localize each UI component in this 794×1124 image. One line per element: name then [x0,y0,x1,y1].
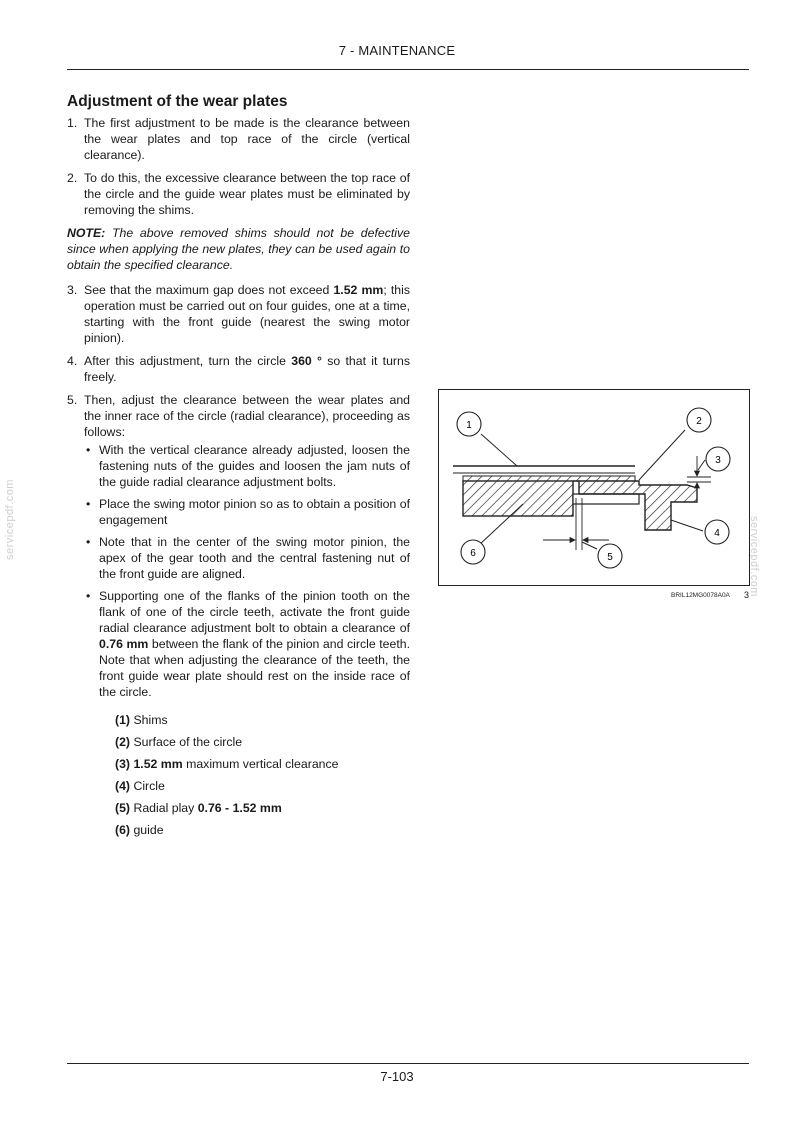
bullet-value: 0.76 mm [99,637,149,651]
callout-leader [639,430,685,480]
bullet-text: With the vertical clearance already adjusted, loosen the fastening nuts of the guides and loosen the jam nuts of the guide radial clearance adjustment bolts. [99,443,410,489]
bullet-item [84,588,410,700]
step-text-part: After this adjustment, turn the circle [84,354,292,368]
callout-6 [461,540,485,564]
callout-leader [671,520,703,531]
legend-number: (4) [115,779,131,793]
step-text: Then, adjust the clearance between the wear plates and the inner race of the circle (radial clearance), proceeding as follows: [84,393,410,439]
legend-text: Shims [130,713,168,727]
step-4 [67,353,410,385]
step-text-part: See that the maximum gap does not exceed [84,283,334,297]
callout-leader [481,434,517,466]
note-text: The above removed shims should not be defective since when applying the new plates, they can be used again to obtain the specified clearance. [67,226,410,272]
svg-text:1: 1 [466,420,472,431]
step-text [84,353,410,385]
svg-text:3: 3 [715,455,721,466]
legend-number: (5) [115,801,131,815]
step-text: To do this, the excessive clearance between the top race of the circle and the guide wear plates must be eliminated by removing the shims. [84,171,410,217]
callout-leader [582,542,597,549]
wear-plate-lip [573,494,639,504]
legend-text: Radial play [130,801,198,815]
step-2 [67,170,410,218]
bullet-text: Place the swing motor pinion so as to obtain a position of engagement [99,497,410,527]
bullet-item [84,534,410,582]
watermark-left: servicepdf.com [4,479,16,560]
bullet-dot: • [86,497,91,511]
svg-text:5: 5 [607,552,613,563]
step-1 [67,115,410,163]
figure-reference-code: BRIL12MG0078A0A [671,592,730,599]
callout-2 [687,408,711,432]
bullet-item [84,442,410,490]
svg-text:4: 4 [714,528,720,539]
note-paragraph [67,225,410,273]
technical-figure [438,389,750,586]
legend-item-radial-play [115,800,410,816]
step-number: 5. [67,393,78,407]
note-label: NOTE: [67,226,106,240]
legend-text: Circle [130,779,165,793]
watermark-right: servicepdf.com [748,516,760,597]
legend-item-vertical-clearance [115,756,410,772]
legend-item-guide [115,822,410,838]
svg-text:2: 2 [696,416,702,427]
step-text: The first adjustment to be made is the clearance between the wear plates and top race of the circle (vertical clearance). [84,116,410,162]
header-rule [67,69,749,70]
figure-legend [115,712,410,838]
legend-text: Surface of the circle [130,735,243,749]
bullet-dot: • [86,589,91,603]
bullet-text-part: between the flank of the pinion and circle teeth. Note that when adjusting the clearance of the teeth, the front guide wear plate should rest on the inside race of the circle. [99,637,410,699]
legend-value: 0.76 - 1.52 mm [197,801,282,815]
step-text-part: so that it turns freely. [84,354,410,384]
wear-plate-diagram [439,390,751,587]
step-number: 3. [67,283,78,297]
figure-number: 3 [744,590,750,600]
step-5 [67,392,410,440]
legend-number: (6) [115,823,131,837]
step-value: 360 ° [291,354,322,368]
page-number: 7-103 [380,1069,414,1084]
step-value: 1.52 mm [333,283,384,297]
step-number: 1. [67,116,78,130]
legend-value: 1.52 mm [130,757,183,771]
bullet-text [99,588,410,700]
legend-item-circle [115,778,410,794]
step-text-part: ; this operation must be carried out on four guides, one at a time, starting with the front guide (nearest the swing motor pinion). [84,283,410,345]
step-text [84,282,410,346]
callout-4 [705,520,729,544]
svg-text:6: 6 [470,548,476,559]
legend-item-shims [115,712,410,728]
callout-5 [598,544,622,568]
step-number: 2. [67,171,78,185]
legend-number: (3) [115,757,131,771]
footer-rule [67,1063,749,1064]
callout-1 [457,412,481,436]
guide-body [463,481,573,516]
bullet-list [84,442,410,700]
legend-text: maximum vertical clearance [182,757,339,771]
bullet-text: Note that in the center of the swing motor pinion, the apex of the gear tooth and the central fastening nut of the front guide are aligned. [99,535,410,581]
bullet-text-part: Supporting one of the flanks of the pinion tooth on the flank of one of the circle teeth, activate the front guide radial clearance adjustment bolt to obtain a clearance of [99,589,410,635]
legend-text: guide [130,823,164,837]
bullet-item [84,496,410,528]
page-header: 7 - MAINTENANCE [338,43,456,58]
bullet-dot: • [86,443,91,457]
shims-strip [463,476,635,481]
step-number: 4. [67,354,78,368]
main-text-column [67,92,410,844]
section-title: Adjustment of the wear plates [67,93,288,110]
legend-item-surface [115,734,410,750]
callout-leader [698,460,705,470]
legend-number: (2) [115,735,131,749]
callout-3 [706,447,730,471]
legend-number: (1) [115,713,131,727]
bullet-dot: • [86,535,91,549]
step-3 [67,282,410,346]
